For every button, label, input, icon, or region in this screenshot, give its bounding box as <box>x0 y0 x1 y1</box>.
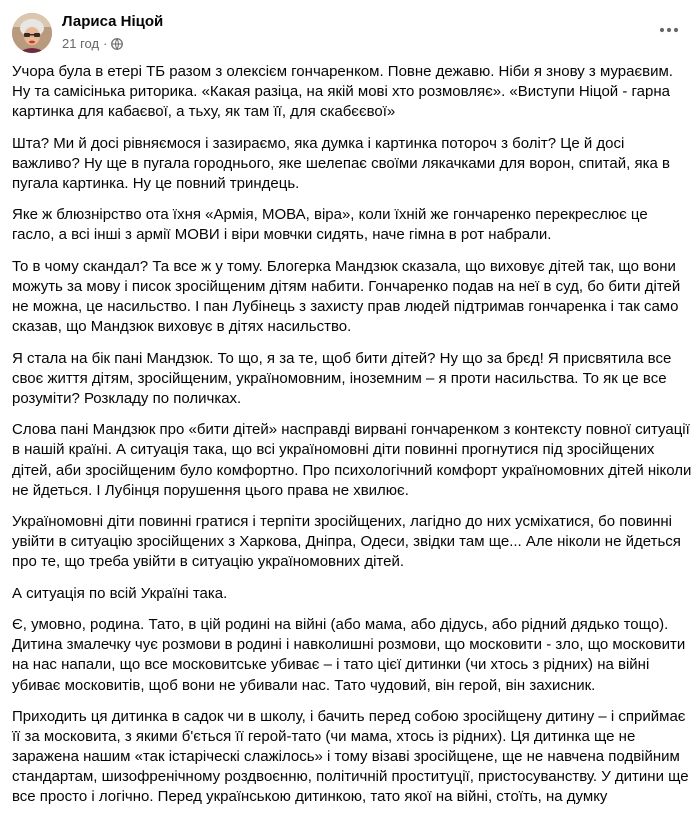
author-name[interactable]: Лариса Ніцой <box>62 13 164 30</box>
post-paragraph: То в чому скандал? Та все ж у тому. Блогерка Мандзюк сказала, що виховує дітей так, що вони можуть за мову і писок зросійщеним дітям набити. Гончаренко подав на неї в суд, бо бити дітей не можна, це насильство. І пан Лубінець з захисту прав людей підтримав гончаренка і так само сказав, що Мандзюк виховує в дітях насильство. <box>12 257 681 336</box>
post-paragraph: Приходить ця дитинка в садок чи в школу, і бачить перед собою зросійщену дитину – і сприймає її за московита, з якими б'ється її герой-тато (чи мама, хтось із рідних). Ця дитинка ще не заражена нашим «так істаріческі слажілось» і тому візаві зросійщене, ще не навчена подвійним стандартам, шизофренічному роздвоєнню, політичній проституції, пристосуванству. У дитини ще все просто і логічно. Перед українською дитинкою, тато якої на війні, стоїть, на думку <box>12 708 689 806</box>
post-paragraph: Яке ж блюзнірство ота їхня «Армія, МОВА, віра», коли їхній же гончаренко перекреслює це гасло, а всі інші з армії МОВИ і віри мовчки сидять, наче гімна в рот набрали. <box>12 206 648 244</box>
post-text <box>12 62 692 819</box>
more-horizontal-icon <box>659 27 679 33</box>
post-paragraph: Шта? Ми й досі рівняємося і зазираємо, яка думка і картинка поторoч з болiт? Це й досі важливо? Ну ще в пугала городнього, яке шелепає своїми лякачками для ворон, спитай, яка в пугала картинка. Ну це повний триндець. <box>12 134 670 192</box>
post-header <box>0 0 697 62</box>
post-paragraph: Учора була в етері ТБ разом з олексієм гончаренком. Повне дежавю. Ніби я знову з мураєвим. Ну та самісінька риторика. «Какая разіца, на якій мові хто розмовляє». «Виступи Ніцой - гарна картинка для кабаєвої, а тьху, як там її, для скабєєвої» <box>12 63 673 121</box>
post-paragraph: А ситуація по всій Україні така. <box>12 584 228 602</box>
post-paragraph: Є, умовно, родина. Тато, в цій родині на війні (або мама, або дідусь, або рідний дядько тощо). Дитина змалечку чує розмови в родині і навколишні розмови, що московити - зло, що московити на нас напали, що все московитське убиває – і тато цієї дитинки (чи хтось з рідних) на війні убиває московитів, щоб вони не убивали нас. Тато чудовий, він герой, він захисник. <box>12 616 686 694</box>
avatar-photo-icon <box>12 13 52 53</box>
more-options-button[interactable] <box>657 20 681 40</box>
globe-icon[interactable] <box>111 38 123 50</box>
post-paragraph: Україномовні діти повинні гратися і терпіти зросійщених, лагідно до них усміхатися, бо повинні увійти в ситуацію зросійщених з Харкова, Дніпра, Одеси, звідки там ще... Але ніколи не йдеться про те, що треба увійти в ситуацію україномовних дітей. <box>12 513 681 571</box>
post-paragraph: Слова пані Мандзюк про «бити дітей» насправді вирвані гончаренком з контексту повної ситуації в нашій країні. А ситуація така, що всі україномовні діти повинні прогнутися під зросійщених дітей, аби зросійщеним було комфортно. Про психологічний комфорт україномовних дітей ніколи не йдеться. І Лубінця порушення цього права не хвилює. <box>12 421 692 499</box>
post-time[interactable]: 21 год <box>62 36 100 51</box>
post-paragraph: Я стала на бік пані Мандзюк. То що, я за те, щоб бити дітей? Ну що за брєд! Я присвятила все своє життя дітям, зросійщеним, україномовним, іноземним – я проти насильства. То як це все розуміти? Розкладу по поличках. <box>12 349 672 407</box>
avatar[interactable] <box>12 13 52 53</box>
meta-separator: · <box>103 36 108 51</box>
post-meta <box>62 36 123 51</box>
